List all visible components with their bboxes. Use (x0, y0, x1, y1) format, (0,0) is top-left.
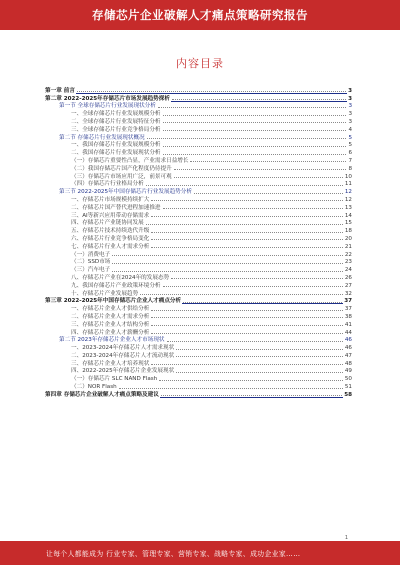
toc-leader-dots (163, 208, 343, 209)
toc-entry-page: 27 (344, 282, 352, 289)
footer-bar (0, 541, 400, 565)
toc-entry-label: （一）存储芯片重要性凸显，产业需求日益增长 (71, 157, 189, 164)
toc-leader-dots (151, 310, 343, 311)
toc-entry[interactable] (45, 141, 352, 149)
toc-entry-label: 六、存储芯片行业竞争格局变化 (71, 235, 150, 242)
toc-entry[interactable] (45, 304, 352, 312)
toc-leader-dots (176, 349, 343, 350)
report-title: 存储芯片企业破解人才痛点策略研究报告 (92, 8, 308, 22)
toc-entry-label: （三）汽车电子 (71, 267, 111, 274)
toc-entry-page: 23 (344, 259, 352, 266)
toc-leader-dots (167, 341, 343, 342)
toc-entry-label: （一）消费电子 (71, 251, 111, 258)
toc-entry-page: 3 (348, 87, 352, 94)
toc-entry[interactable] (45, 211, 352, 219)
toc-entry[interactable] (45, 242, 352, 250)
toc-entry[interactable] (45, 180, 352, 188)
toc-leader-dots (146, 185, 343, 186)
toc-entry[interactable] (45, 195, 352, 203)
toc-entry-page: 32 (344, 290, 352, 297)
toc-entry[interactable] (45, 258, 352, 266)
toc-entry-page: 20 (344, 235, 352, 242)
toc-entry[interactable] (45, 156, 352, 164)
toc-entry-page: 5 (348, 142, 352, 149)
toc-entry-label: （三）存储芯片市场应用广泛，前景可观 (71, 173, 172, 180)
toc-entry-page: 13 (344, 204, 352, 211)
toc-leader-dots (151, 325, 343, 326)
toc-entry-page: 37 (344, 306, 352, 313)
toc-entry[interactable] (45, 374, 352, 382)
toc-entry[interactable] (45, 250, 352, 258)
toc-entry[interactable] (45, 86, 352, 94)
toc-leader-dots (112, 271, 343, 272)
toc-entry-label: 三、AI等新兴应用带动存储需求 (71, 212, 150, 219)
toc-leader-dots (163, 130, 347, 131)
toc-entry-page: 41 (344, 321, 352, 328)
footer-slogan: 让每个人都能成为 行业专家、管理专家、营销专家、战略专家、成功企业家…… (46, 550, 301, 558)
header-bar (0, 0, 400, 30)
toc-leader-dots (174, 169, 347, 170)
toc-entry[interactable] (45, 328, 352, 336)
toc-entry-label: 一、全球存储芯片行业发展规模分析 (71, 111, 161, 118)
toc-entry[interactable] (45, 336, 352, 344)
toc-entry-label: 七、存储芯片行业人才需求分析 (71, 243, 150, 250)
page-number: 1 (344, 535, 348, 541)
toc-entry-page: 37 (344, 298, 352, 305)
toc-entry[interactable] (45, 297, 352, 305)
toc-entry-label: 五、存储芯片技术持续迭代升级 (71, 228, 150, 235)
toc-leader-dots (163, 146, 347, 147)
toc-entry-label: 三、全球存储芯片行业竞争格局分析 (71, 126, 161, 133)
toc-entry-label: （二）我国存储芯片国产化程度仍待提升 (71, 165, 172, 172)
toc-entry-label: 三、存储芯片企业人才培养现状 (71, 360, 150, 367)
toc-leader-dots (147, 138, 347, 139)
toc-entry[interactable] (45, 203, 352, 211)
toc-leader-dots (161, 395, 342, 396)
toc-heading: 内容目录 (176, 57, 224, 70)
toc-entry-page: 10 (344, 173, 352, 180)
toc-entry[interactable] (45, 289, 352, 297)
toc-entry-label: （一）存储芯片 SLC NAND Flash (71, 376, 158, 383)
toc-entry-page: 12 (344, 196, 352, 203)
toc-leader-dots (151, 364, 343, 365)
toc-leader-dots (112, 255, 343, 256)
toc-entry-page: 50 (344, 376, 352, 383)
toc-leader-dots (151, 216, 343, 217)
toc-entry-page: 3 (348, 103, 352, 110)
toc-entry[interactable] (45, 265, 352, 273)
toc-entry[interactable] (45, 187, 352, 195)
toc-entry-page: 51 (344, 384, 352, 391)
toc-entry-label: （四）存储芯片行业格局分析 (71, 181, 144, 188)
toc-entry-label: 四、存储芯片企业人才薪酬分析 (71, 329, 150, 336)
toc-leader-dots (151, 200, 343, 201)
toc-leader-dots (174, 177, 343, 178)
toc-entry-page: 46 (344, 345, 352, 352)
toc-entry-page: 3 (348, 118, 352, 125)
toc-entry-label: 九、我国存储芯片产业政策环境分析 (71, 282, 161, 289)
toc-entry[interactable] (45, 94, 352, 102)
toc-entry[interactable] (45, 273, 352, 281)
toc-entry-label: （二）NOR Flash (71, 384, 117, 391)
toc-entry-label: 第一章 前言 (45, 87, 75, 94)
toc-leader-dots (171, 278, 343, 279)
toc-entry-page: 47 (344, 352, 352, 359)
toc-entry-label: 一、存储芯片市场规模持续扩大 (71, 196, 150, 203)
toc-entry-page: 3 (348, 95, 352, 102)
toc-entry[interactable] (45, 367, 352, 375)
toc-entry-label: 八、存储芯片产业在2024年的发展态势 (71, 274, 170, 281)
toc-entry[interactable] (45, 312, 352, 320)
toc-entry[interactable] (45, 351, 352, 359)
toc-entry-page: 4 (348, 126, 352, 133)
toc-entry-label: 二、存储芯片企业人才需求分析 (71, 313, 150, 320)
toc-entry[interactable] (45, 133, 352, 141)
toc-entry-page: 5 (348, 134, 352, 141)
toc-entry[interactable] (45, 109, 352, 117)
toc-entry-page: 11 (344, 181, 352, 188)
toc-leader-dots (190, 161, 346, 162)
toc-entry-label: 十、存储芯片产业发展趋势 (71, 290, 139, 297)
toc-leader-dots (77, 91, 346, 92)
toc-leader-dots (151, 333, 343, 334)
toc-entry-page: 18 (344, 228, 352, 235)
toc-leader-dots (146, 224, 343, 225)
toc-entry[interactable] (45, 234, 352, 242)
toc-entry[interactable] (45, 164, 352, 172)
toc-entry-label: 第二节 存储芯片行业发展现状概况 (59, 134, 145, 141)
toc-entry[interactable] (45, 172, 352, 180)
toc-entry-label: 第一节 全球存储芯片行业发展现状分析 (59, 103, 156, 110)
toc-leader-dots (112, 263, 342, 264)
toc-entry-page: 15 (344, 220, 352, 227)
toc-entry-label: 二、全球存储芯片行业发展特征分析 (71, 118, 161, 125)
toc-entry[interactable] (45, 125, 352, 133)
toc-entry-label: 二、存储芯片国产替代进程加速推进 (71, 204, 161, 211)
toc-leader-dots (151, 239, 343, 240)
toc-entry-label: （二）SSD市场 (71, 259, 111, 266)
toc-entry[interactable] (45, 226, 352, 234)
toc-entry[interactable] (45, 281, 352, 289)
toc-entry-page: 58 (344, 391, 352, 398)
toc-entry-label: 二、2023-2024年存储芯片人才流动现状 (71, 352, 175, 359)
toc-leader-dots (158, 107, 347, 108)
toc-entry-page: 38 (344, 313, 352, 320)
toc-entry-page: 12 (344, 189, 352, 196)
toc-leader-dots (194, 193, 343, 194)
toc-entry[interactable] (45, 219, 352, 227)
toc-leader-dots (119, 388, 343, 389)
toc-leader-dots (163, 115, 347, 116)
toc-entry-label: 三、存储芯片企业人才结构分析 (71, 321, 150, 328)
toc-leader-dots (159, 380, 343, 381)
toc-entry[interactable] (45, 320, 352, 328)
toc-entry[interactable] (45, 390, 352, 398)
toc-entry-page: 49 (344, 368, 352, 375)
table-of-contents (45, 86, 352, 398)
toc-entry-page: 14 (344, 212, 352, 219)
toc-entry-page: 22 (344, 251, 352, 258)
toc-leader-dots (176, 372, 343, 373)
toc-leader-dots (183, 302, 342, 303)
toc-entry-label: 四、2022-2025年存储芯片企业发展现状 (71, 368, 175, 375)
toc-entry[interactable] (45, 343, 352, 351)
toc-entry[interactable] (45, 148, 352, 156)
toc-leader-dots (151, 232, 343, 233)
toc-entry-page: 6 (348, 150, 352, 157)
toc-leader-dots (140, 294, 343, 295)
toc-entry-label: 第四章 存储芯片企业破解人才痛点策略及建议 (45, 391, 159, 398)
toc-entry-label: 一、存储芯片企业人才供给分析 (71, 306, 150, 313)
toc-leader-dots (151, 247, 343, 248)
toc-entry-page: 24 (344, 267, 352, 274)
toc-entry[interactable] (45, 102, 352, 110)
toc-entry-label: 第二节 2023年存储芯片企业人才市场现状 (59, 337, 165, 344)
toc-leader-dots (163, 286, 343, 287)
toc-entry-label: 一、我国存储芯片行业发展规模分析 (71, 142, 161, 149)
toc-entry-page: 7 (348, 157, 352, 164)
toc-leader-dots (176, 356, 343, 357)
toc-entry-label: 四、存储芯片产业链协同发展 (71, 220, 144, 227)
toc-entry[interactable] (45, 117, 352, 125)
toc-entry-label: 第三节 2022-2025年中国存储芯片行业发展趋势分析 (59, 189, 192, 196)
toc-entry-page: 26 (344, 274, 352, 281)
toc-entry[interactable] (45, 359, 352, 367)
toc-entry-page: 21 (344, 243, 352, 250)
toc-leader-dots (163, 122, 347, 123)
toc-entry[interactable] (45, 382, 352, 390)
toc-entry-label: 一、2023-2024年存储芯片人才需求现状 (71, 345, 175, 352)
toc-entry-label: 第二章 2022-2025年存储芯片市场发展趋势探析 (45, 95, 170, 102)
toc-leader-dots (163, 154, 347, 155)
toc-leader-dots (151, 317, 343, 318)
toc-entry-page: 8 (348, 165, 352, 172)
toc-entry-page: 44 (344, 329, 352, 336)
toc-entry-label: 二、我国存储芯片行业发展现状分析 (71, 150, 161, 157)
toc-leader-dots (172, 99, 346, 100)
toc-entry-page: 46 (344, 337, 352, 344)
toc-entry-page: 48 (344, 360, 352, 367)
toc-entry-page: 3 (348, 111, 352, 118)
toc-entry-label: 第三章 2022-2025年中国存储芯片企业人才痛点分析 (45, 298, 182, 305)
